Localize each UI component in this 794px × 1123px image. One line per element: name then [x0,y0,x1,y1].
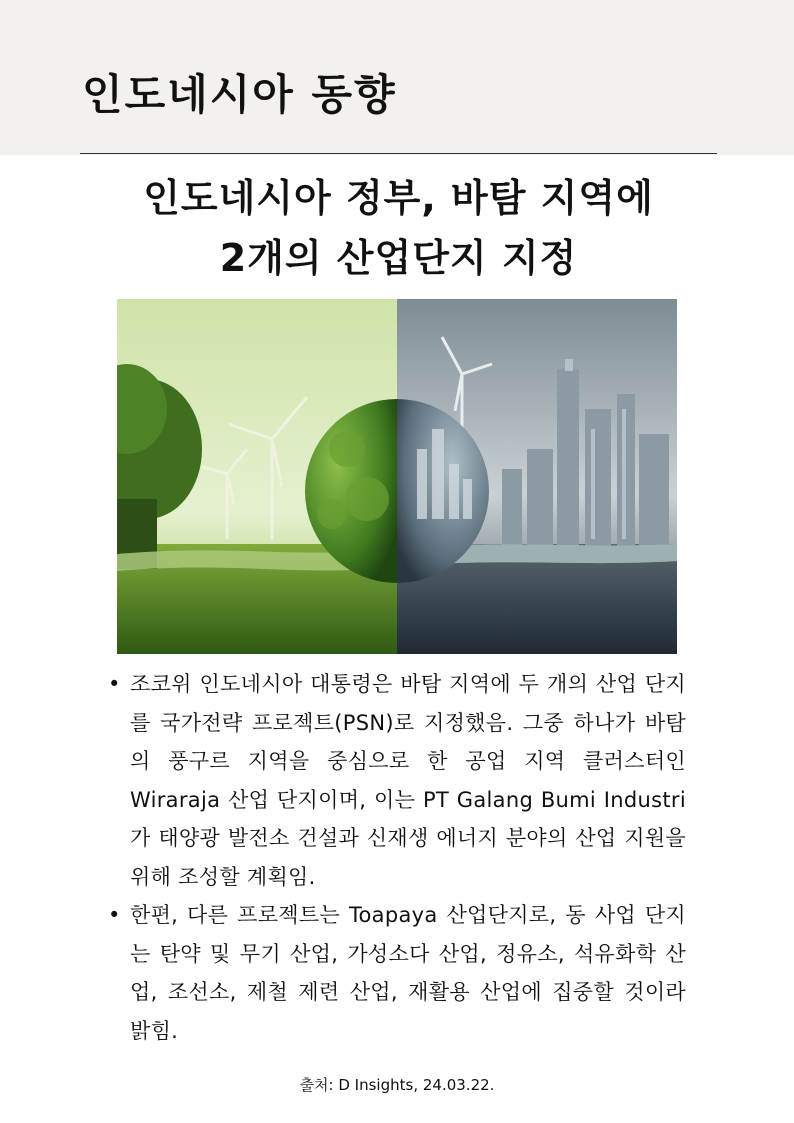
section-title: 인도네시아 동향 [82,70,397,119]
bullet-dot: • [108,903,121,927]
bullet-dot: • [108,672,121,696]
list-item [106,896,686,1050]
bullet-list [106,665,686,1050]
headline-line-2: 2개의 산업단지 지정 [219,236,578,280]
bullet-text: 한편, 다른 프로젝트는 Toapaya 산업단지로, 동 사업 단지는 탄약 및 무기 산업, 가성소다 산업, 정유소, 석유화학 산업, 조선소, 제철 제련 산업, 재활용 산업에 집중할 것이라 밝힘. [130,903,686,1043]
headline-line-1: 인도네시아 정부, 바탐 지역에 [143,176,654,220]
hero-image [117,299,677,654]
headline [80,168,717,288]
source-citation: 출처: D Insights, 24.03.22. [299,1076,495,1094]
divider [80,153,717,154]
list-item [106,665,686,896]
bullet-text: 조코위 인도네시아 대통령은 바탐 지역에 두 개의 산업 단지를 국가전략 프로젝트(PSN)로 지정했음. 그중 하나가 바탐의 풍구르 지역을 중심으로 한 공업 지역 클러스터인 Wiraraja 산업 단지이며, 이는 PT Galang Bumi Industri가 태양광 발전소 건설과 신재생 에너지 분야의 산업 지원을 위해 조성할 계획임. [130,672,686,889]
